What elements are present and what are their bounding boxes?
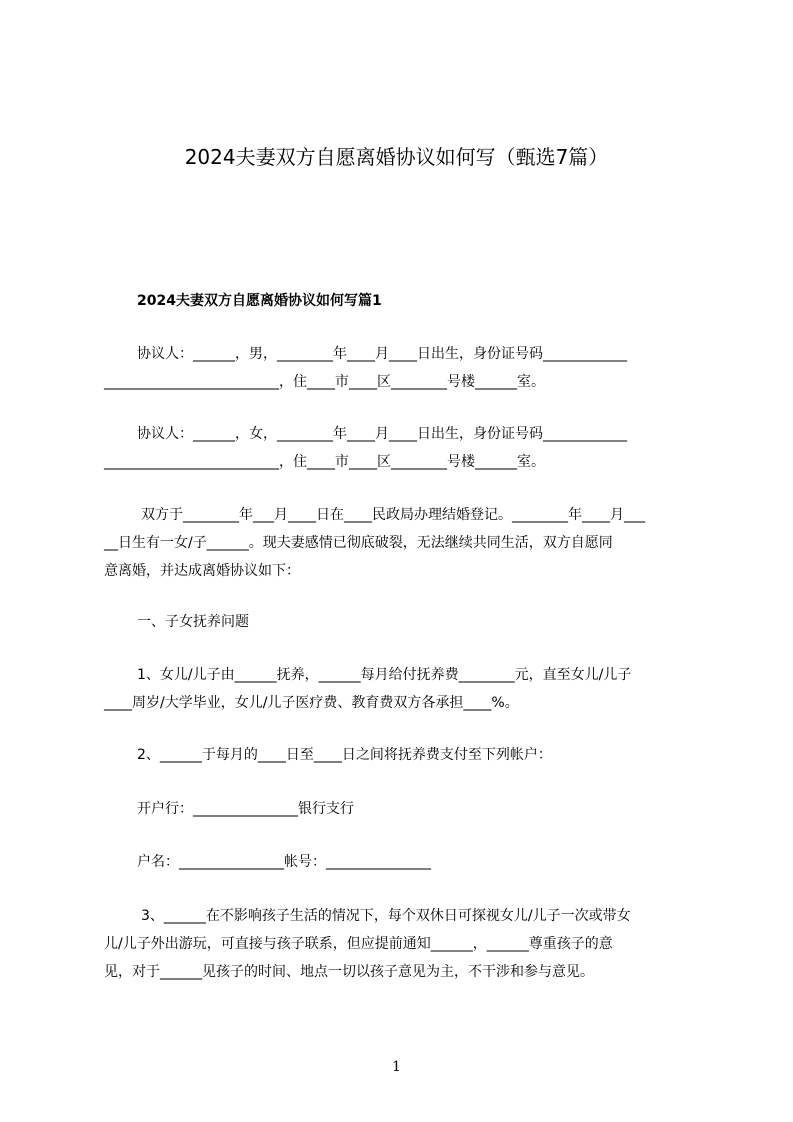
clause1-line1: 1、女儿/儿子由______抚养，______每月给付抚养费________元，直至女儿/儿子 [137,667,632,683]
heading-child-support: 一、子女抚养问题 [137,614,249,630]
party1-line2: _________________________，住____市____区________号楼______室。 [104,374,545,390]
intro-line3: 意离婚，并达成离婚协议如下： [104,563,300,579]
party1-line1: 协议人：______，男，________年____月____日出生，身份证号码____________ [137,346,627,362]
clause3-line2: 儿/儿子外出游玩，可直接与孩子联系，但应提前通知______，______尊重孩子的意 [104,936,613,952]
section-heading: 2024夫妻双方自愿离婚协议如何写篇1 [137,293,382,309]
intro-line1: 双方于________年___月____日在____民政局办理结婚登记。________年____月___ [141,507,645,523]
intro-line2: __日生有一女/子______。现夫妻感情已彻底破裂，无法继续共同生活，双方自愿同 [104,535,613,551]
clause3-line1: 3、______在不影响孩子生活的情况下，每个双休日可探视女儿/儿子一次或带女 [141,908,631,924]
page-number: 1 [392,1059,401,1075]
clause2: 2、______于每月的____日至____日之间将抚养费支付至下列帐户： [137,747,552,763]
account-line: 户名：_______________帐号：_______________ [137,854,431,870]
clause1-line2: ____周岁/大学毕业，女儿/儿子医疗费、教育费双方各承担____%。 [104,695,519,711]
document-title: 2024夫妻双方自愿离婚协议如何写（甄选7篇） [184,145,609,169]
bank-line: 开户行：_______________银行支行 [137,801,354,817]
party2-line1: 协议人：______，女，________年____月____日出生，身份证号码____________ [137,426,627,442]
party2-line2: _________________________，住____市____区________号楼______室。 [104,454,545,470]
clause3-line3: 见，对于______见孩子的时间、地点一切以孩子意见为主，不干涉和参与意见。 [104,964,594,980]
